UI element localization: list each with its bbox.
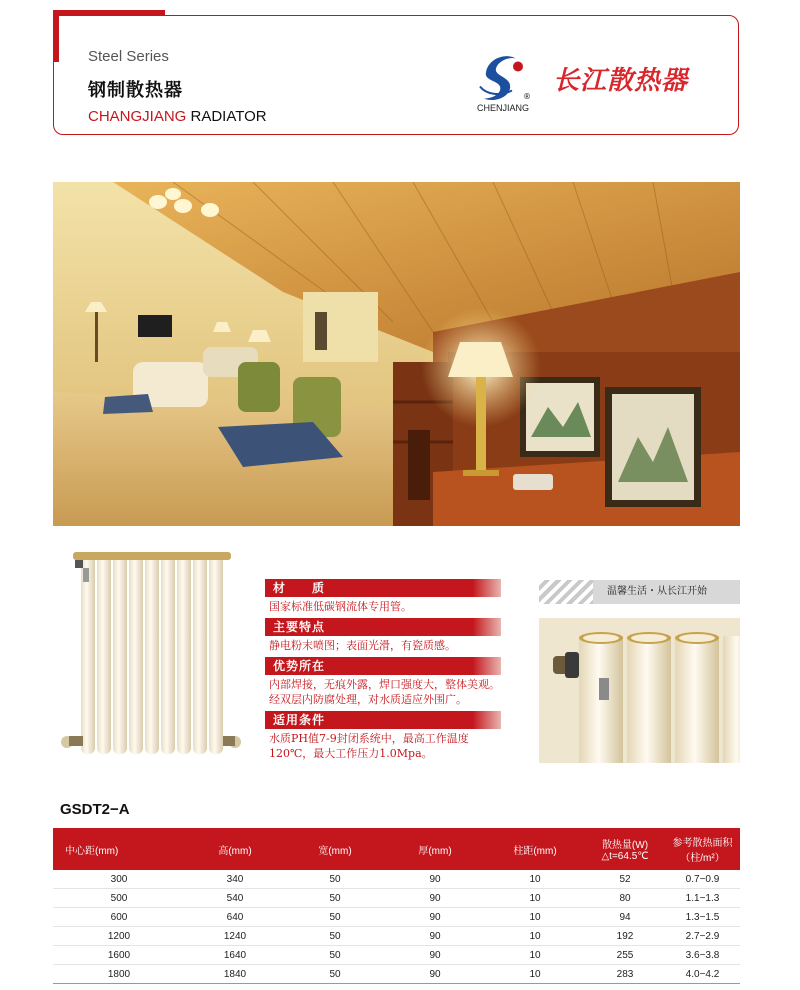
table-row xyxy=(53,927,740,946)
hero-interior-photo xyxy=(53,182,740,526)
table-row xyxy=(53,870,740,889)
cell: 90 xyxy=(385,889,485,908)
cell: 10 xyxy=(485,965,585,984)
info-heading-conditions: 适用条件 xyxy=(265,711,501,729)
cell: 94 xyxy=(585,908,665,927)
cell: 80 xyxy=(585,889,665,908)
info-heading-advantages: 优势所在 xyxy=(265,657,501,675)
info-heading-features: 主要特点 xyxy=(265,618,501,636)
table-row xyxy=(53,965,740,984)
info-text-features: 静电粉末喷图；表面光滑，有瓷质感。 xyxy=(269,639,456,652)
cell: 1.1−1.3 xyxy=(665,889,740,908)
cell: 2.7−2.9 xyxy=(665,927,740,946)
cell: 1240 xyxy=(185,927,285,946)
info-text-advantages: 内部焊接，无痕外露，焊口强度大，整体美观。经双层内防腐处理，对水质适应外围广。 xyxy=(269,678,500,706)
cell: 10 xyxy=(485,927,585,946)
header-accent-bar-vertical xyxy=(53,10,59,62)
cell: 10 xyxy=(485,870,585,889)
cell: 90 xyxy=(385,946,485,965)
cell: 4.0−4.2 xyxy=(665,965,740,984)
slogan-text: 温馨生活・从长江开始 xyxy=(593,580,740,604)
cell: 192 xyxy=(585,927,665,946)
table-row xyxy=(53,946,740,965)
header-accent-bar xyxy=(53,10,165,16)
cell: 0.7−0.9 xyxy=(665,870,740,889)
cell: 50 xyxy=(285,946,385,965)
cell: 90 xyxy=(385,870,485,889)
cell: 1840 xyxy=(185,965,285,984)
cell: 1.3−1.5 xyxy=(665,908,740,927)
cell: 50 xyxy=(285,889,385,908)
cell: 540 xyxy=(185,889,285,908)
cell: 90 xyxy=(385,965,485,984)
cell: 52 xyxy=(585,870,665,889)
cell: 600 xyxy=(53,908,185,927)
col-height: 高(mm) xyxy=(185,828,285,870)
page-title: 钢制散热器 xyxy=(88,80,183,101)
cell: 300 xyxy=(53,870,185,889)
registered-mark: ® xyxy=(523,92,531,101)
info-heading-material: 材 质 xyxy=(265,579,501,597)
cell: 1800 xyxy=(53,965,185,984)
cell: 1200 xyxy=(53,927,185,946)
cell: 640 xyxy=(185,908,285,927)
cell: 90 xyxy=(385,927,485,946)
logo-text: CHENJIANG xyxy=(476,103,529,113)
col-column-pitch: 柱距(mm) xyxy=(485,828,585,870)
product-info-list xyxy=(265,579,501,765)
cell: 50 xyxy=(285,927,385,946)
cell: 50 xyxy=(285,870,385,889)
product-name-en: RADIATOR xyxy=(186,108,267,125)
radiator-detail-image xyxy=(539,618,740,763)
cell: 50 xyxy=(285,965,385,984)
info-text-conditions: 水质PH值7-9封闭系统中，最高工作温度120℃，最大工作压力1.0Mpa。 xyxy=(269,732,469,760)
col-center-distance: 中心距(mm) xyxy=(53,828,185,870)
cell: 500 xyxy=(53,889,185,908)
series-label: Steel Series xyxy=(88,48,169,65)
cell: 10 xyxy=(485,889,585,908)
col-width: 宽(mm) xyxy=(285,828,385,870)
model-number: GSDT2−A xyxy=(60,801,130,818)
col-heat-output: 散热量(W) △t=64.5℃ xyxy=(585,828,665,870)
cell: 340 xyxy=(185,870,285,889)
cell: 50 xyxy=(285,908,385,927)
table-row xyxy=(53,889,740,908)
table-row xyxy=(53,908,740,927)
cell: 255 xyxy=(585,946,665,965)
cell: 1640 xyxy=(185,946,285,965)
page-subtitle xyxy=(88,108,267,125)
cell: 1600 xyxy=(53,946,185,965)
brand-wordmark: 长江散热器 xyxy=(553,66,689,96)
cell: 10 xyxy=(485,908,585,927)
col-reference-area: 参考散热面积 （柱/m²） xyxy=(665,828,740,870)
radiator-product-image xyxy=(53,548,243,764)
brand-name-en: CHANGJIANG xyxy=(88,108,187,125)
info-text-material: 国家标准低碳钢流体专用管。 xyxy=(269,600,412,613)
spec-table-header xyxy=(53,828,740,870)
spec-table xyxy=(53,828,740,984)
cell: 283 xyxy=(585,965,665,984)
col-thickness: 厚(mm) xyxy=(385,828,485,870)
cell: 10 xyxy=(485,946,585,965)
cell: 3.6−3.8 xyxy=(665,946,740,965)
cell: 90 xyxy=(385,908,485,927)
